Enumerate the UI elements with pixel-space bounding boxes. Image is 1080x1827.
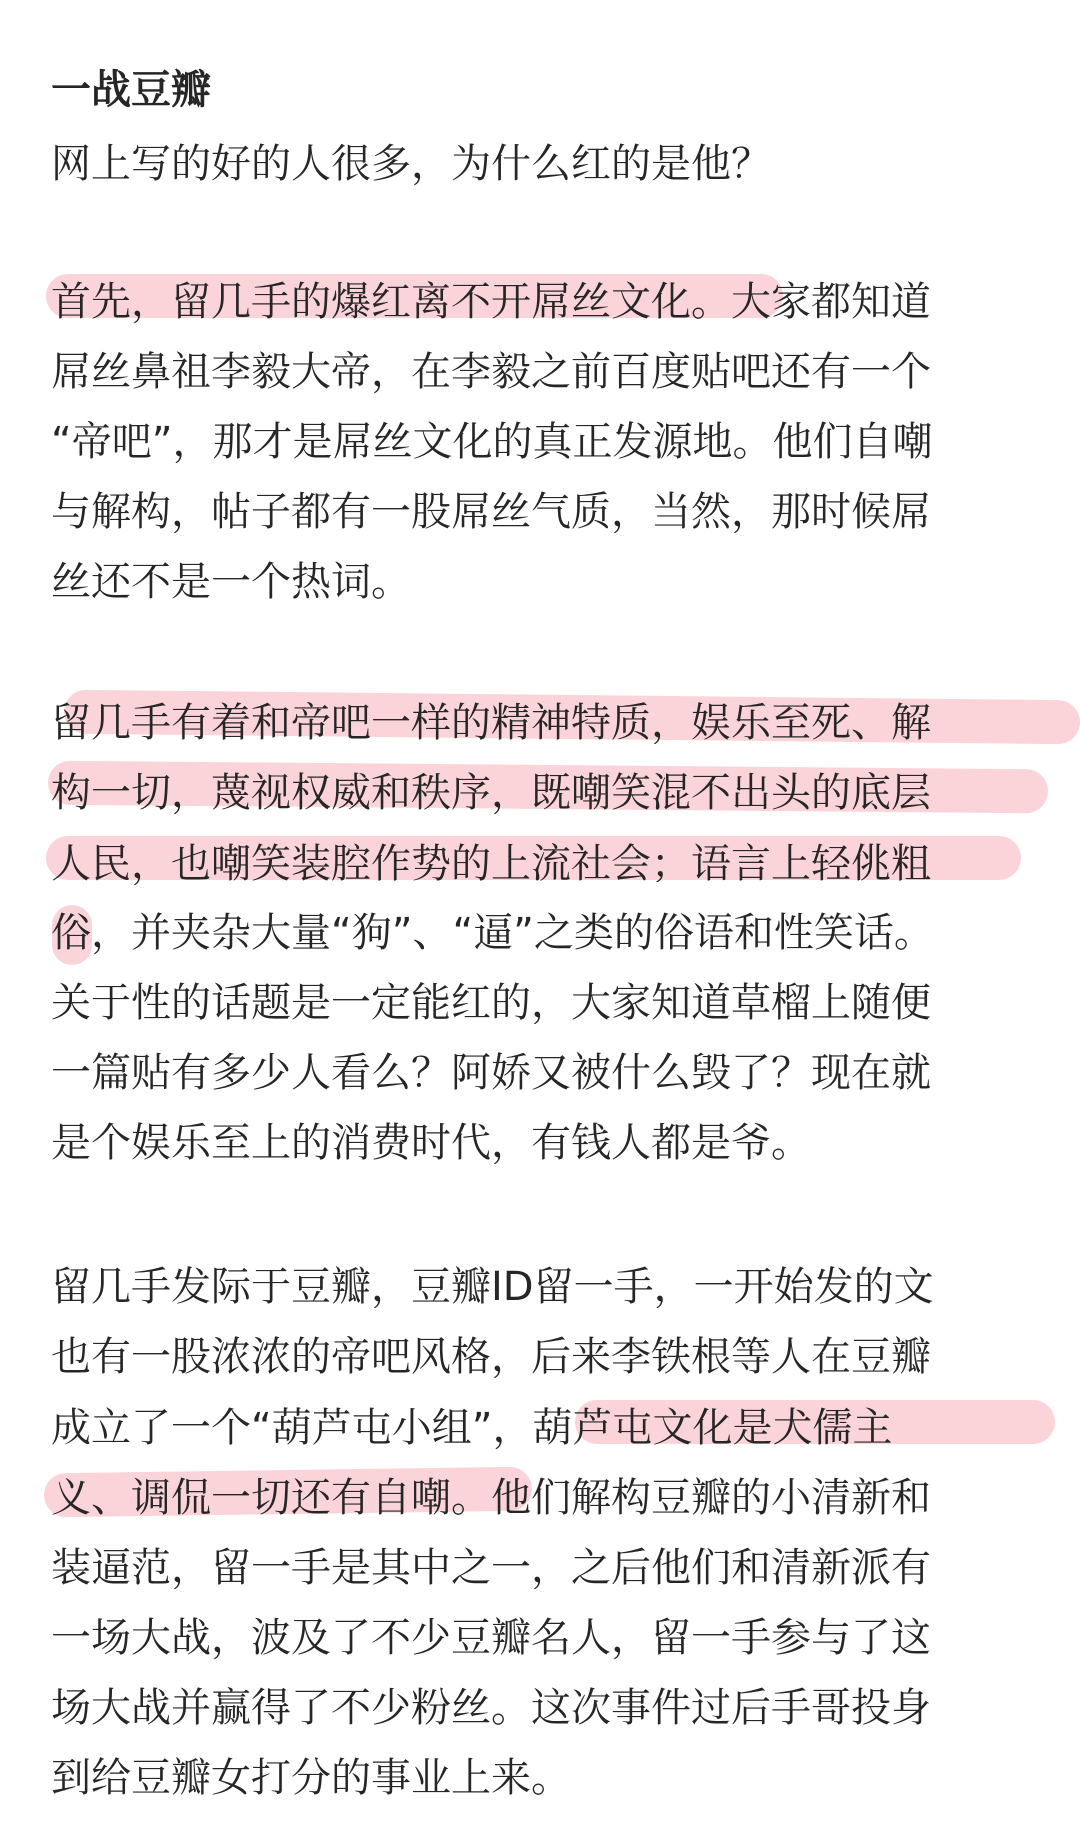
text-segment: 丝还不是一个热词。 bbox=[51, 559, 411, 605]
text-segment: 与解构，帖子都有一股屌丝气质，当然，那时候屌 bbox=[51, 489, 931, 535]
text-segment: 是个娱乐至上的消费时代，有钱人都是爷。 bbox=[51, 1120, 811, 1166]
article-title: 一战豆瓣 bbox=[51, 67, 211, 113]
highlighted-text: 首先，留几手的爆红离不开屌丝文化。 bbox=[51, 279, 731, 325]
text-segment: 他们解构豆瓣的小清新和 bbox=[491, 1475, 931, 1521]
text-line-19 bbox=[51, 1610, 931, 1666]
text-segment: 屌丝鼻祖李毅大帝，在李毅之前百度贴吧还有一个 bbox=[51, 349, 931, 395]
text-segment: 场大战并赢得了不少粉丝。这次事件过后手哥投身 bbox=[51, 1685, 931, 1731]
text-line-3 bbox=[51, 344, 931, 400]
text-line-8 bbox=[51, 765, 931, 821]
text-segment: 也有一股浓浓的帝吧风格，后来李铁根等人在豆瓣 bbox=[51, 1334, 931, 1380]
text-segment: 留几手发际于豆瓣，豆瓣ID留一手，一开始发的文 bbox=[51, 1264, 934, 1310]
text-line-16 bbox=[51, 1400, 892, 1456]
text-line-18 bbox=[51, 1540, 931, 1596]
highlighted-text: 人民，也嘲笑装腔作势的上流社会；语言上轻佻粗 bbox=[51, 841, 931, 887]
text-line-15 bbox=[51, 1329, 931, 1385]
highlighted-text: 俗 bbox=[51, 910, 91, 956]
text-segment: 装逼范，留一手是其中之一，之后他们和清新派有 bbox=[51, 1545, 931, 1591]
text-line-10 bbox=[51, 905, 934, 961]
text-line-20 bbox=[51, 1680, 931, 1736]
text-line-21 bbox=[51, 1750, 571, 1806]
text-line-17 bbox=[51, 1470, 931, 1526]
text-line-11 bbox=[51, 975, 931, 1031]
highlighted-text: 葫芦屯文化是犬儒主 bbox=[532, 1405, 893, 1451]
text-line-2 bbox=[51, 274, 931, 330]
text-segment: 到给豆瓣女打分的事业上来。 bbox=[51, 1755, 571, 1801]
text-segment: 一场大战，波及了不少豆瓣名人，留一手参与了这 bbox=[51, 1615, 931, 1661]
highlighted-text: 留几手有着和帝吧一样的精神特质，娱乐至死、解 bbox=[51, 700, 931, 746]
text-segment: ，并夹杂大量“狗”、“逼”之类的俗语和性笑话。 bbox=[91, 910, 934, 956]
text-line-12 bbox=[51, 1045, 931, 1101]
highlighted-text: 义、调侃一切还有自嘲。 bbox=[51, 1475, 491, 1521]
text-line-14 bbox=[51, 1259, 934, 1315]
text-line-9 bbox=[51, 836, 931, 892]
text-segment: 成立了一个“葫芦屯小组”， bbox=[51, 1405, 533, 1451]
text-segment: 一篇贴有多少人看么？阿娇又被什么毁了？现在就 bbox=[51, 1050, 931, 1096]
highlighted-text: 构一切，蔑视权威和秩序，既嘲笑混不出头的底层 bbox=[51, 770, 931, 816]
text-line-5 bbox=[51, 484, 931, 540]
text-segment: “帝吧”，那才是屌丝文化的真正发源地。他们自嘲 bbox=[51, 419, 933, 465]
text-line-4 bbox=[51, 414, 932, 470]
text-segment: 大家都知道 bbox=[731, 279, 931, 325]
text-segment: 网上写的好的人很多，为什么红的是他？ bbox=[51, 141, 771, 187]
text-line-1 bbox=[51, 136, 771, 192]
text-line-7 bbox=[51, 695, 931, 751]
text-segment: 关于性的话题是一定能红的，大家知道草榴上随便 bbox=[51, 980, 931, 1026]
text-line-6 bbox=[51, 554, 411, 610]
text-line-13 bbox=[51, 1115, 811, 1171]
